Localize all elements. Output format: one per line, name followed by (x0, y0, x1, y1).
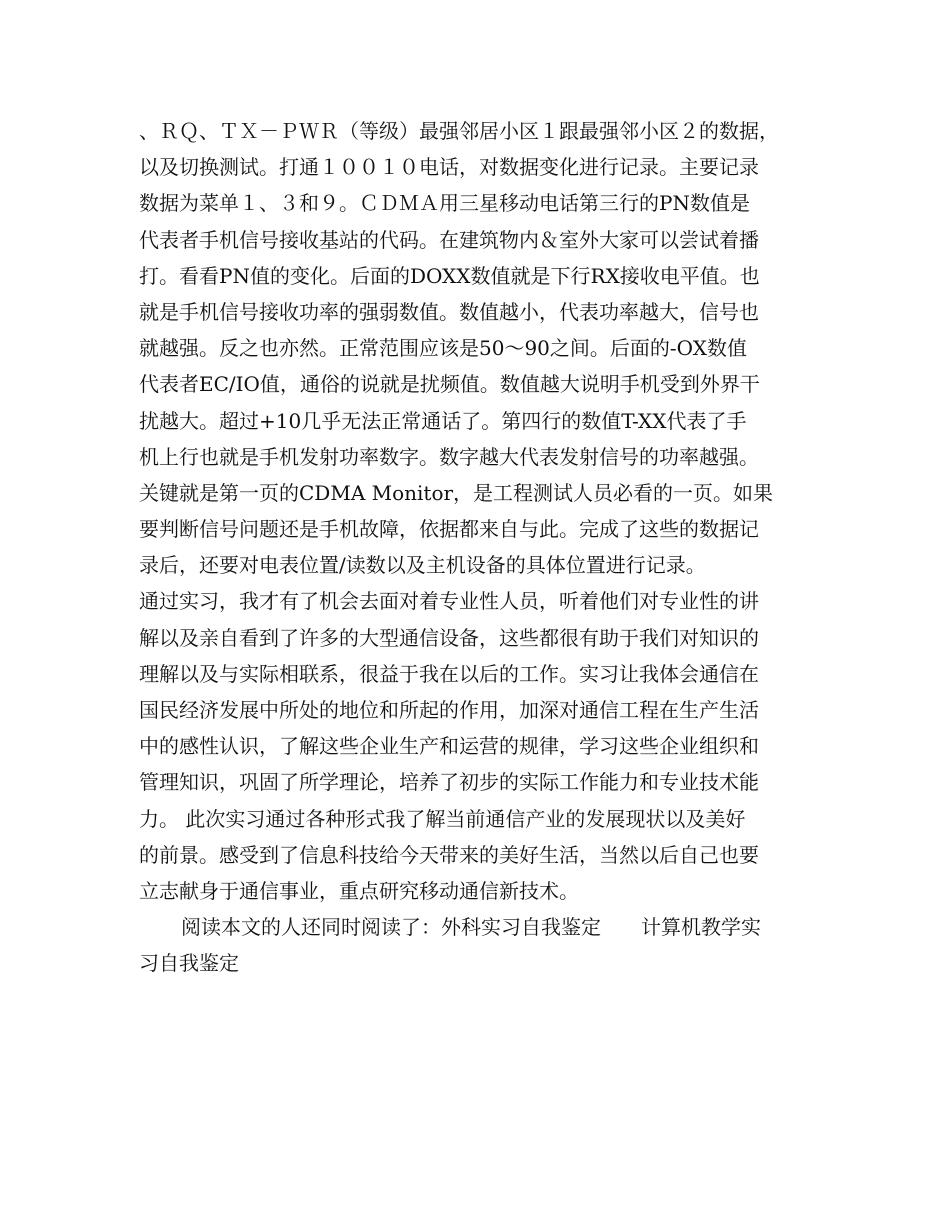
related-reading-line: 习自我鉴定 (139, 951, 239, 975)
text-line: 扰越大。超过+10几乎无法正常通话了。第四行的数值T-XX代表了手 (139, 408, 747, 433)
text-line: 代表者EC/IO值，通俗的说就是扰频值。数值越大说明手机受到外界干 (139, 372, 760, 397)
text-line: 立志献身于通信事业，重点研究移动通信新技术。 (139, 878, 579, 903)
text-line: 理解以及与实际相联系，很益于我在以后的工作。实习让我体会通信在 (139, 661, 759, 686)
text-line: 机上行也就是手机发射功率数字。数字越大代表发射信号的功率越强。 (139, 444, 759, 469)
text-line: 国民经济发展中所处的地位和所起的作用，加深对通信工程在生产生活 (139, 698, 759, 722)
text-line: 管理知识，巩固了所学理论，培养了初步的实际工作能力和专业技术能 (139, 770, 759, 795)
text-line: 要判断信号问题还是手机故障，依据都来自与此。完成了这些的数据记 (139, 517, 759, 542)
text-line: 以及切换测试。打通１００１０电话，对数据变化进行记录。主要记录 (139, 155, 759, 180)
text-line: 通过实习，我才有了机会去面对着专业性人员，听着他们对专业性的讲 (139, 589, 759, 614)
text-line: 数据为菜单１、３和９。ＣＤＭＡ用三星移动电话第三行的PN数值是 (139, 191, 750, 216)
text-line: 就是手机信号接收功率的强弱数值。数值越小，代表功率越大，信号也 (139, 299, 759, 324)
text-line: 代表者手机信号接收基站的代码。在建筑物内＆室外大家可以尝试着播 (139, 227, 759, 252)
text-line: 力。 此次实习通过各种形式我了解当前通信产业的发展现状以及美好 (139, 806, 746, 831)
text-line: 解以及亲自看到了许多的大型通信设备，这些都很有助于我们对知识的 (139, 625, 759, 650)
related-reading-line: 阅读本文的人还同时阅读了：外科实习自我鉴定 计算机教学实 (181, 915, 761, 939)
text-line: 、ＲＱ、ＴＸ－ＰＷＲ（等级）最强邻居小区１跟最强邻小区２的数据， (139, 119, 779, 143)
related-reading (139, 909, 839, 981)
text-line: 打。看看PN值的变化。后面的DOXX数值就是下行RX接收电平值。也 (139, 263, 760, 288)
text-line: 中的感性认识，了解这些企业生产和运营的规律，学习这些企业组织和 (139, 734, 759, 759)
body-text (139, 113, 839, 909)
text-line: 就越强。反之也亦然。正常范围应该是50～90之间。后面的-OX数值 (139, 336, 747, 361)
text-line: 关键就是第一页的CDMA Monitor，是工程测试人员必看的一页。如果 (139, 480, 774, 505)
text-line: 录后，还要对电表位置/读数以及主机设备的具体位置进行记录。 (139, 553, 706, 578)
text-line: 的前景。感受到了信息科技给今天带来的美好生活，当然以后自己也要 (139, 842, 759, 867)
